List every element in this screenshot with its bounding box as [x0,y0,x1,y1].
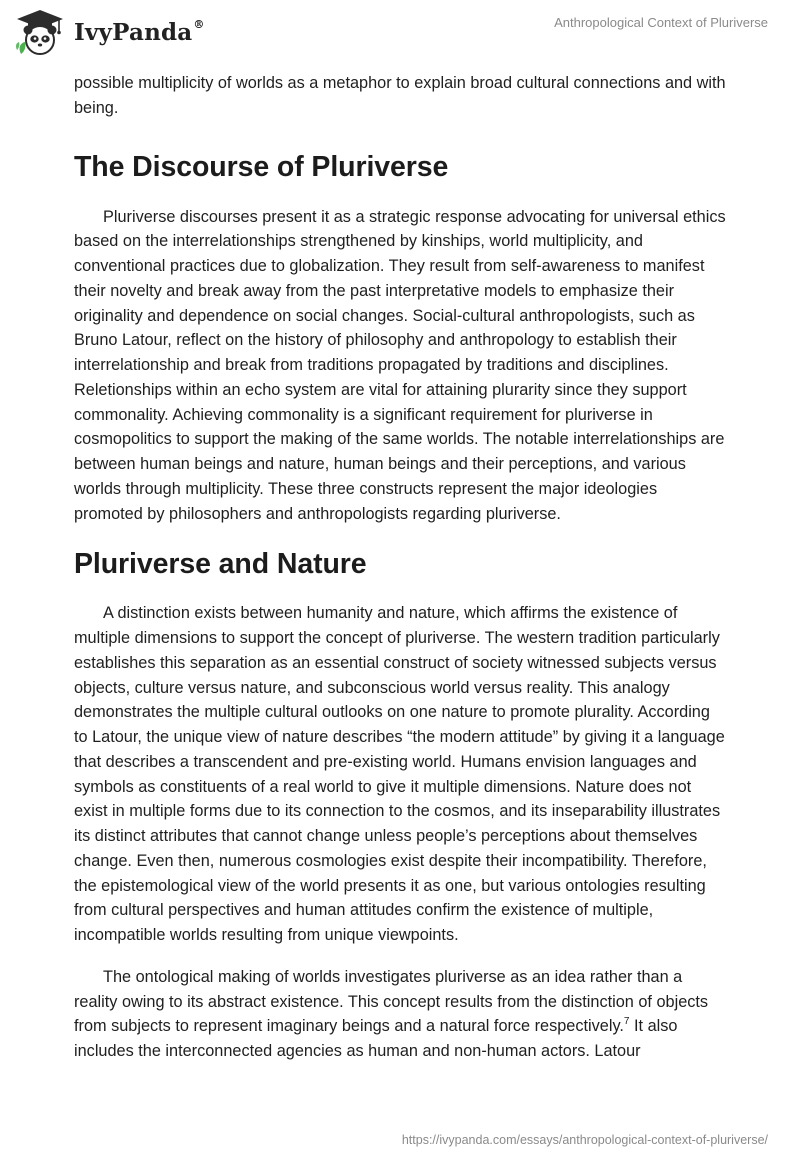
page-header [0,0,800,70]
intro-paragraph: possible multiplicity of worlds as a metaphor to explain broad cultural connections and with being. [74,74,726,117]
brand-name: IvyPanda® [74,17,205,46]
registered-mark: ® [193,17,205,31]
section-heading-discourse: The Discourse of Pluriverse [74,150,449,183]
section-heading-nature: Pluriverse and Nature [74,548,367,581]
nature-paragraph-2-part2: It also includes the interconnected agencies as human and non-human actors. Latour [74,1017,678,1060]
discourse-paragraph: Pluriverse discourses present it as a strategic response advocating for universal ethics based on the interrelationships strengthened by kinships, world multiplicity, and conventional practices due to globalization. They result from self-awareness to manifest their novelty and break away from the past interpretative models to emphasize their originality and dependence on social changes. Social-cultural anthropologists, such as Bruno Latour, reflect on the history of philosophy and anthropology to establish their interrelationship and break from traditions propagated by traditions and disciplines. Reletionships within an echo system are vital for attaining plurarity since they support commonality. Achieving commonality is a significant requirement for pluriverse in cosmopolitics to support the making of the same worlds. The notable interrelationships are between human beings and nature, human beings and their perceptions, and various worlds through multiplicity. These three constructs represent the major ideologies promoted by philosophers and anthropologists regarding pluriverse. [74,207,726,523]
ivypanda-logo[interactable] [14,8,205,58]
nature-paragraph-1: A distinction exists between humanity and nature, which affirms the existence of multiple dimensions to support the concept of pluriverse. The western tradition particularly establishes this separation as an essential construct of society witnessed subjects versus objects, culture versus nature, and subconscious world versus reality. This analogy demonstrates the multiple cultural outlooks on one nature to promote plurality. According to Latour, the unique view of nature describes “the modern attitude” by giving it a language that describes a transcendent and pre-existing world. Humans envision languages and symbols as constituents of a real world to give it multiple dimensions. Nature does not exist in multiple forms due to its connection to the cosmos, and its inseparability illustrates its distinct attributes that cannot change unless people’s perceptions about themselves change. Even then, numerous cosmologies exist despite their incompatibility. Therefore, the epistemological view of the world presents it as one, but various ontologies resulting from cultural perspectives and human attitudes confirm the existence of multiple, incompatible worlds resulting from unique viewpoints. [74,604,725,944]
nature-paragraph-2 [74,965,726,1064]
footnote-reference[interactable]: 7 [623,1016,630,1028]
document-title: Anthropological Context of Pluriverse [554,15,768,30]
source-url[interactable]: https://ivypanda.com/essays/anthropological-context-of-pluriverse/ [401,1133,768,1147]
panda-graduation-cap-icon [14,8,66,58]
essay-content [74,71,726,1064]
nature-paragraph-2-part1: The ontological making of worlds investigates pluriverse as an idea rather than a reality owing to its abstract existence. This concept results from the distinction of objects from subjects to represent imaginary beings and a natural force respectively. [74,967,709,1036]
